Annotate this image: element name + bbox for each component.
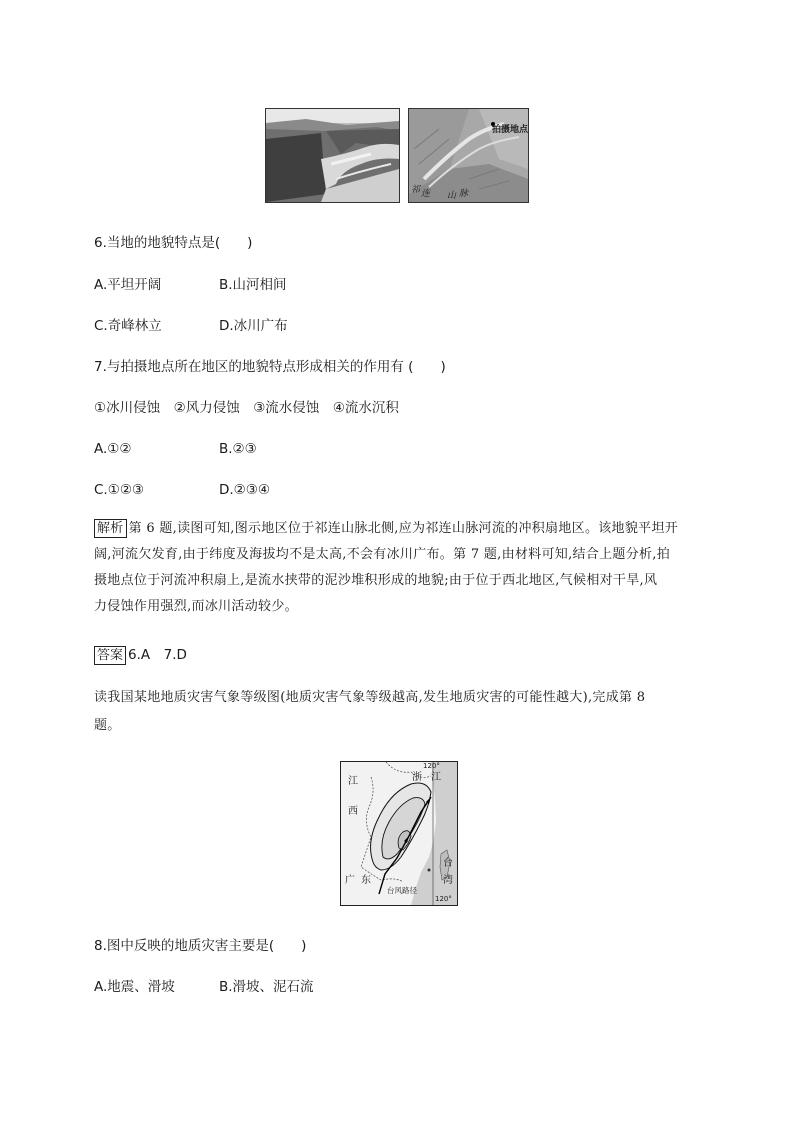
intro-line-1: 读我国某地地质灾害气象等级图(地质灾害气象等级越高,发生地质灾害的可能性越大),完成第 8 bbox=[94, 690, 646, 705]
q8-option-a[interactable]: A.地震、滑坡 bbox=[94, 979, 175, 995]
answer-text: 6.A 7.D bbox=[128, 647, 187, 663]
question-6-stem: 6.当地的地貌特点是( ) bbox=[94, 235, 253, 251]
map-label-jiang2: 江 bbox=[431, 772, 441, 783]
map-label-120-bottom: 120° bbox=[435, 895, 452, 903]
map-drawing bbox=[341, 762, 457, 905]
map-label-jiang: 江 bbox=[348, 776, 358, 787]
intro-line-2: 题。 bbox=[94, 718, 121, 733]
photo-satellite-map bbox=[408, 108, 529, 203]
analysis-line-2: 阔,河流欠发育,由于纬度及海拔均不是太高,不会有冰川广布。第 7 题,由材料可知,结合上题分析,拍 bbox=[94, 547, 671, 562]
label-mountain-4: 脉 bbox=[459, 189, 469, 199]
map-label-wan: 湾 bbox=[443, 875, 453, 886]
answer-tag: 答案 bbox=[94, 646, 126, 665]
q8-option-b[interactable]: B.滑坡、泥石流 bbox=[219, 979, 314, 995]
q7-option-b[interactable]: B.②③ bbox=[219, 441, 257, 457]
q6-option-b[interactable]: B.山河相间 bbox=[219, 277, 287, 293]
q6-option-c[interactable]: C.奇峰林立 bbox=[94, 318, 162, 334]
q7-option-c[interactable]: C.①②③ bbox=[94, 482, 145, 498]
q6-option-a[interactable]: A.平坦开阔 bbox=[94, 277, 162, 293]
map-label-120-top: 120° bbox=[423, 762, 440, 770]
question-8-stem: 8.图中反映的地质灾害主要是( ) bbox=[94, 938, 307, 954]
map-label-tai: 台 bbox=[443, 858, 453, 869]
answer-block bbox=[94, 645, 187, 665]
question-7-items: ①冰川侵蚀 ②风力侵蚀 ③流水侵蚀 ④流水沉积 bbox=[94, 400, 399, 416]
geohazard-map bbox=[340, 761, 458, 906]
question-7-stem: 7.与拍摄地点所在地区的地貌特点形成相关的作用有 ( ) bbox=[94, 359, 446, 375]
q6-option-d[interactable]: D.冰川广布 bbox=[219, 318, 288, 334]
photo-river-valley bbox=[265, 108, 400, 203]
q7-option-a[interactable]: A.①② bbox=[94, 441, 132, 457]
analysis-line-1: 第 6 题,读图可知,图示地区位于祁连山脉北侧,应为祁连山脉河流的冲积扇地区。该地貌平坦开 bbox=[128, 521, 679, 536]
map-label-guang: 广 bbox=[345, 875, 355, 886]
label-mountain-2: 连 bbox=[421, 189, 431, 199]
label-mountain-1: 祁 bbox=[411, 185, 421, 195]
analysis-line-4: 力侵蚀作用强烈,而冰川活动较少。 bbox=[94, 599, 298, 614]
map-label-xi: 西 bbox=[348, 806, 358, 817]
analysis-block bbox=[94, 517, 714, 619]
q7-option-d[interactable]: D.②③④ bbox=[219, 482, 270, 498]
label-mountain-3: 山 bbox=[447, 191, 457, 201]
map-label-dong: 东 bbox=[361, 875, 371, 886]
analysis-tag: 解析 bbox=[94, 519, 127, 538]
map-label-typhoon: 台风路径 bbox=[387, 886, 417, 895]
label-photo-site: 拍摄地点 bbox=[492, 125, 529, 135]
river-valley-image bbox=[266, 109, 399, 202]
analysis-line-3: 摄地点位于河流冲积扇上,是流水挟带的泥沙堆积形成的地貌;由于位于西北地区,气候相对干旱,风 bbox=[94, 573, 658, 588]
map-label-zhe: 浙 bbox=[412, 772, 422, 783]
